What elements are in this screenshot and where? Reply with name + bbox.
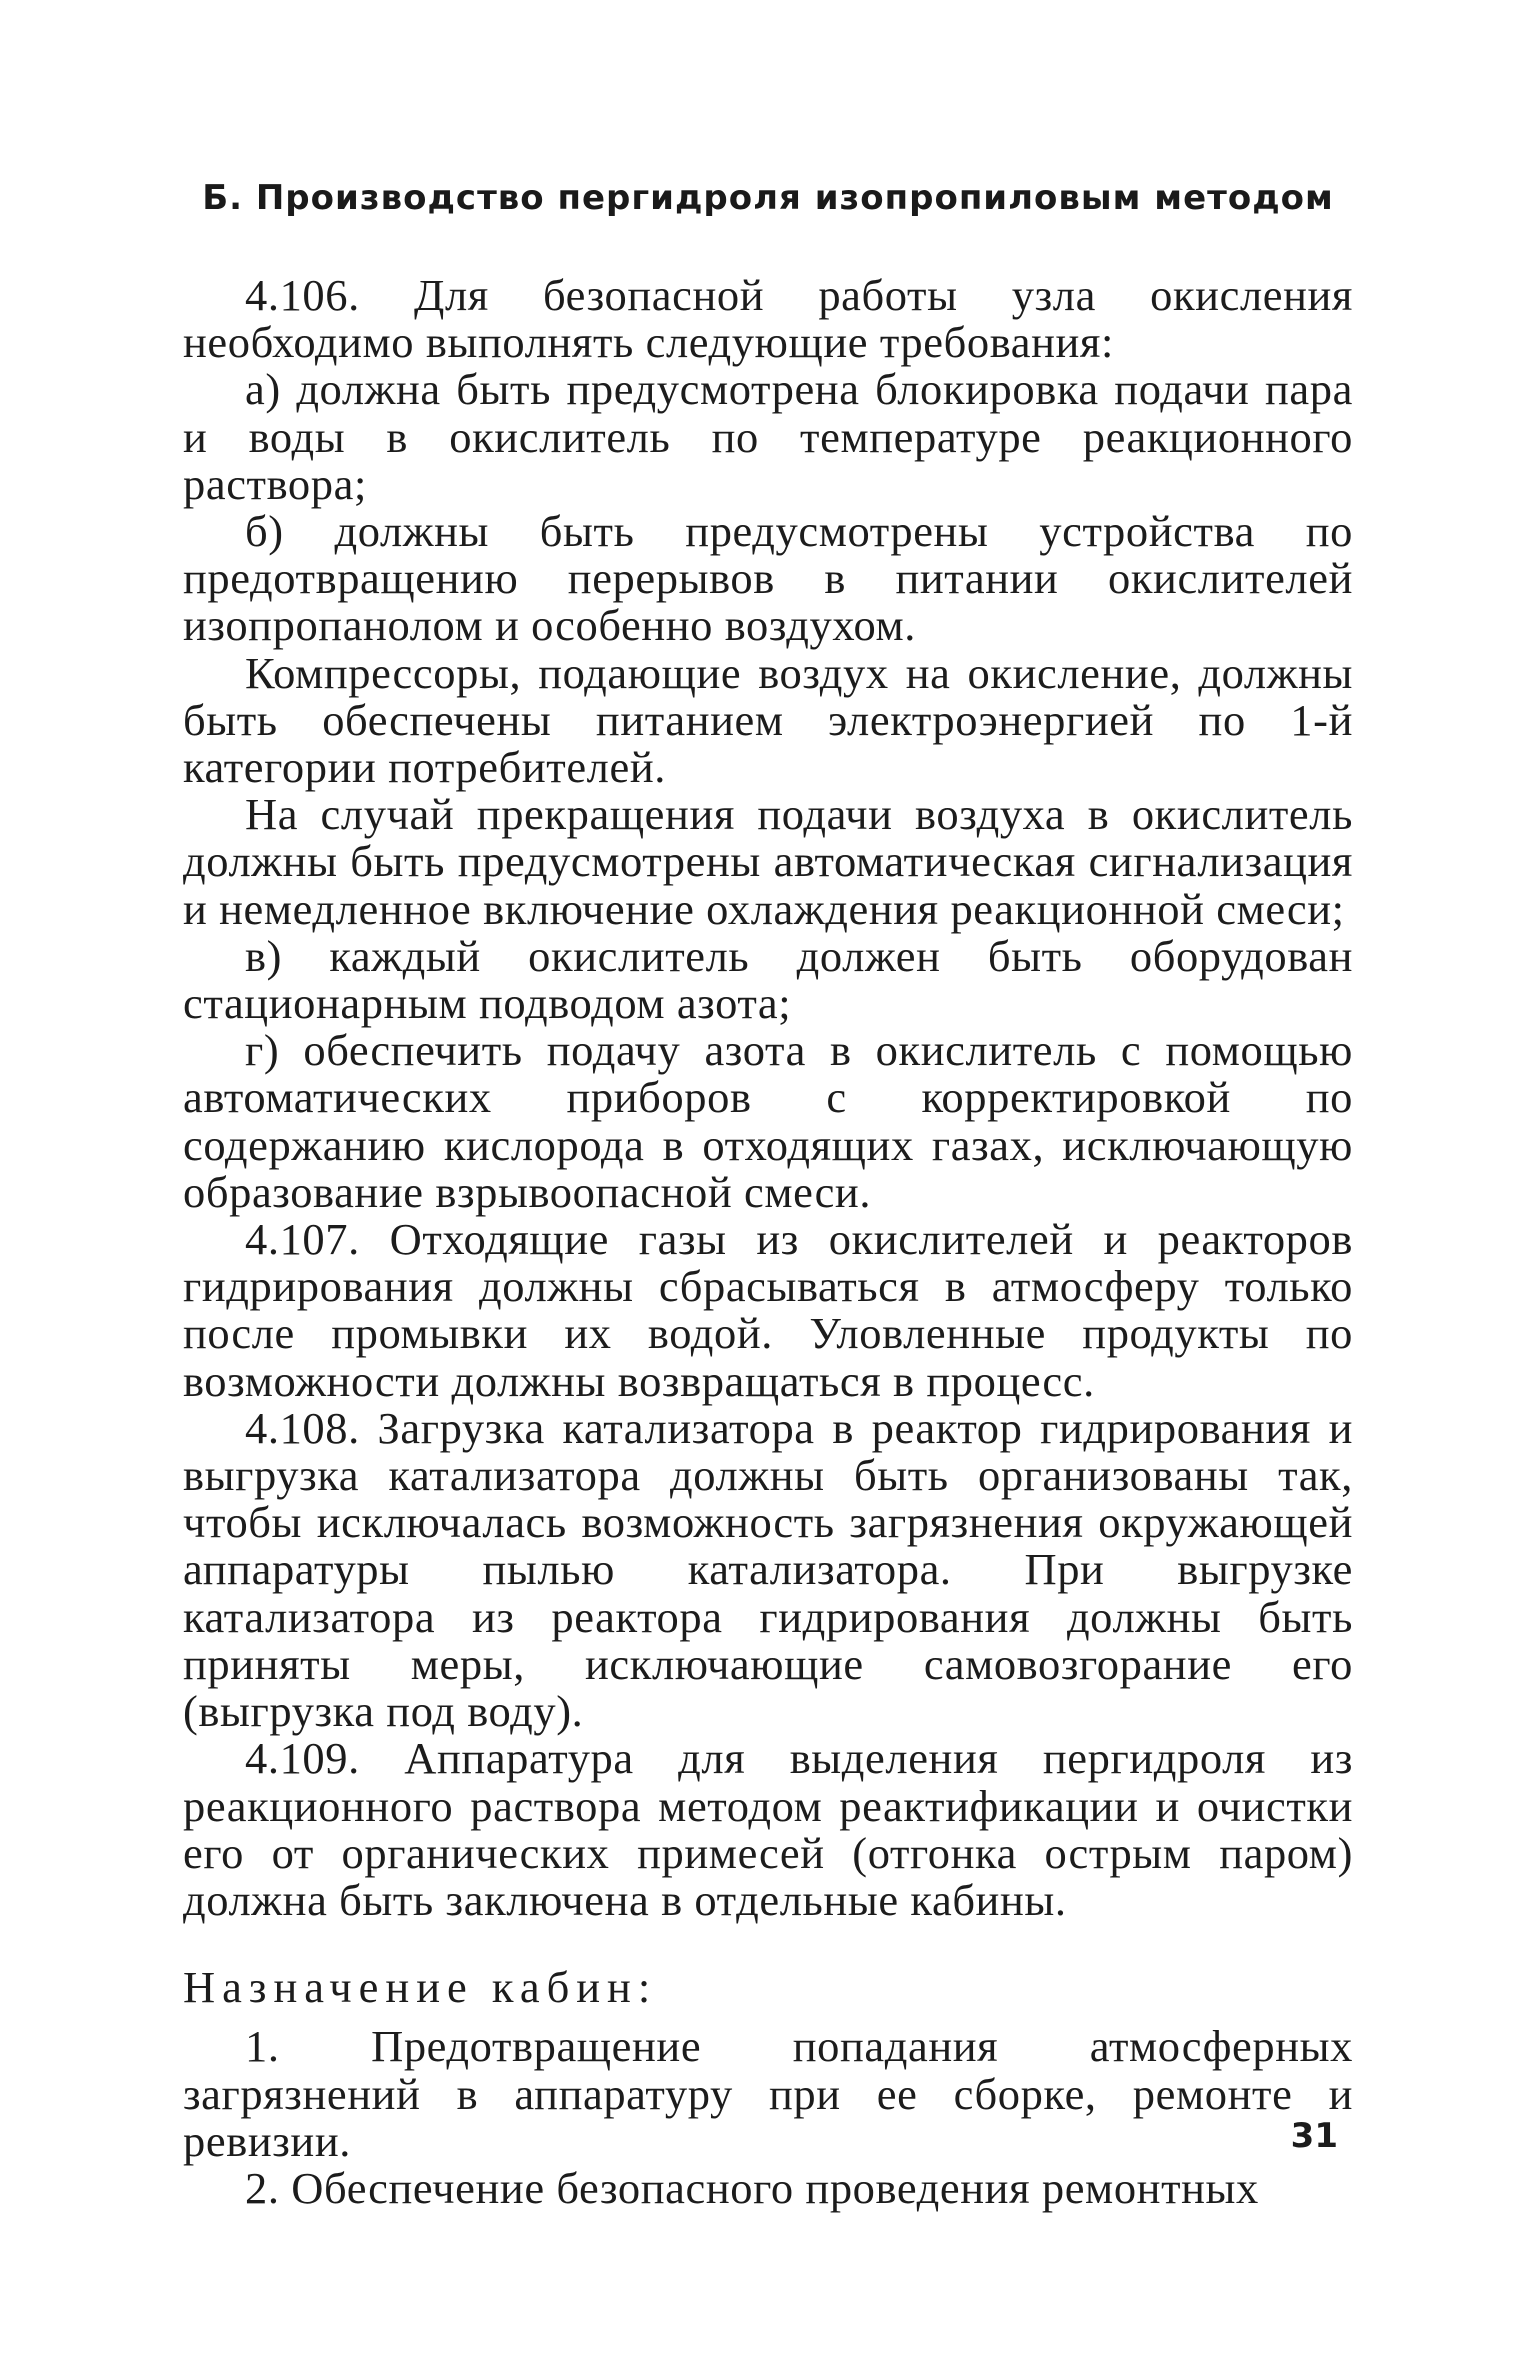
- paragraph-4-108: 4.108. Загрузка катализатора в реактор гидрирования и выгрузка катализатора должны быть организованы так, чтобы исключалась возможность загрязнения окружающей аппаратуры пылью катализатора. При выгрузке катализатора из реактора гидрирования должны быть приняты меры, исключающие самовозгорание его (выгрузка под воду).: [183, 1402, 1353, 1737]
- paragraph-item-b: б) должны быть предусмотрены устройства по предотвращению перерывов в питании окислителей изопропанолом и особенно воздухом.: [183, 506, 1353, 651]
- page-number: 31: [1290, 2116, 1338, 2156]
- subheading-cabins: Назначение кабин:: [183, 1962, 658, 2013]
- body-text: [183, 272, 1353, 2212]
- paragraph-compressors: Компрессоры, подающие воздух на окисление, должны быть обеспечены питанием электроэнергией по 1-й категории потребителей.: [183, 647, 1353, 793]
- paragraph-item-a: а) должна быть предусмотрена блокировка подачи пара и воды в окислитель по температуре реакционного раствора;: [183, 364, 1353, 509]
- list-item: 1. Предотвращение попадания атмосферных загрязнений в аппаратуру при ее сборке, ремонте и ревизии.: [183, 2021, 1353, 2166]
- paragraph-4-106: 4.106. Для безопасной работы узла окисления необходимо выполнять следующие требования:: [183, 270, 1353, 368]
- paragraph-4-109: 4.109. Аппаратура для выделения пергидроля из реакционного раствора методом реактификации и очистки его от органических примесей (отгонка острым паром) должна быть заключена в отдельные кабины.: [183, 1733, 1353, 1925]
- paragraph-item-v: в) каждый окислитель должен быть оборудован стационарным подводом азота;: [183, 930, 1353, 1029]
- paragraph-item-g: г) обеспечить подачу азота в окислитель с помощью автоматических приборов с корректировкой по содержанию кислорода в отходящих газах, исключающую образование взрывоопасной смеси.: [183, 1025, 1353, 1217]
- paragraph-air-stop: На случай прекращения подачи воздуха в окислитель должны быть предусмотрены автоматическая сигнализация и немедленное включение охлаждения реакционной смеси;: [183, 789, 1353, 934]
- list-item: 2. Обеспечение безопасного проведения ремонтных: [245, 2162, 1259, 2213]
- paragraph-4-107: 4.107. Отходящие газы из окислителей и реакторов гидрирования должны сбрасываться в атмосферу только после промывки их водой. Уловленные продукты по возможности должны возвращаться в процесс.: [183, 1214, 1353, 1406]
- section-heading: Б. Производство пергидроля изопропиловым методом: [202, 178, 1334, 218]
